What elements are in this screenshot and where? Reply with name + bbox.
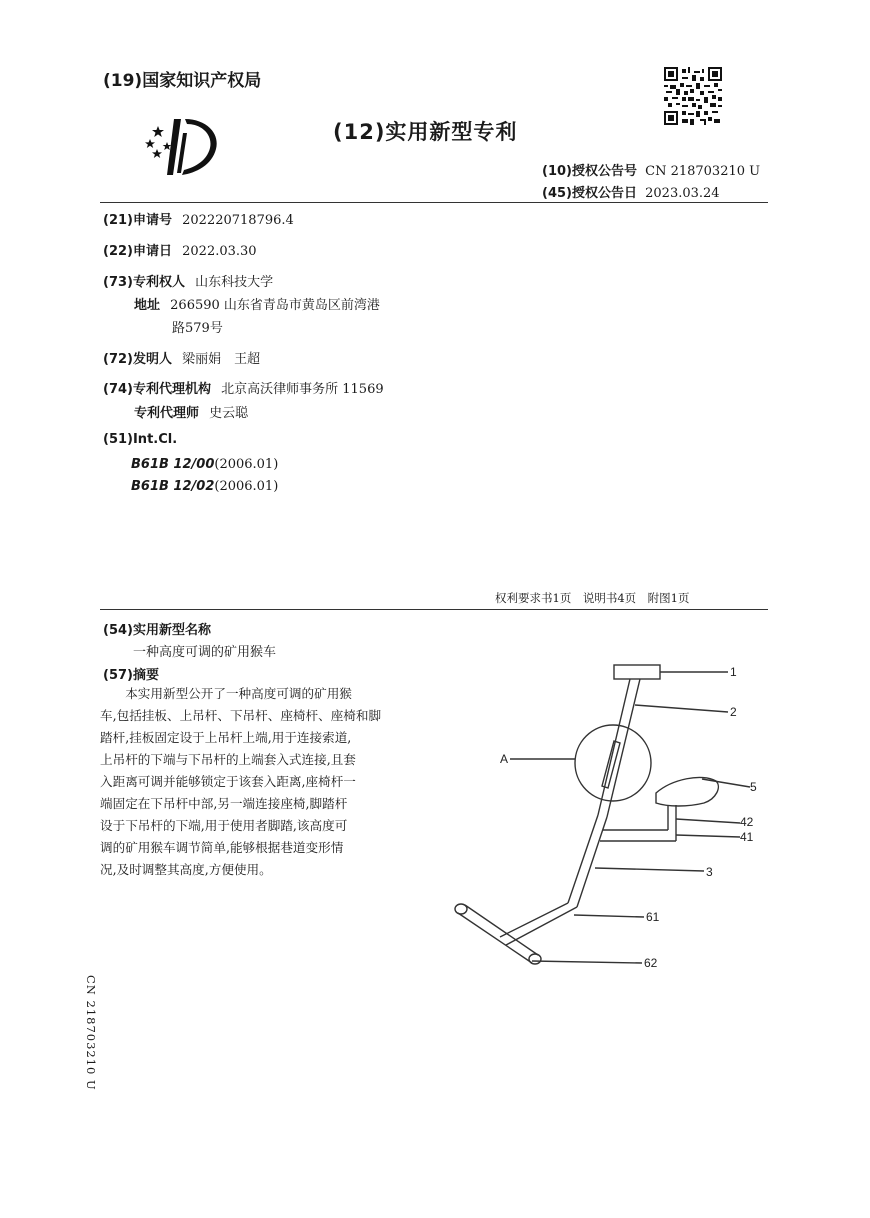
figure-label-41: 41 <box>740 830 754 844</box>
patent-figure <box>440 655 770 985</box>
agency-row <box>103 378 384 397</box>
agent-row <box>134 402 248 421</box>
grant-number-row <box>542 160 760 179</box>
document-type: (12)实用新型专利 <box>333 120 518 144</box>
office-name: (19)国家知识产权局 <box>103 71 262 91</box>
pages-info: 权利要求书1页 说明书4页 附图1页 <box>495 591 690 605</box>
figure-label-62: 62 <box>644 956 658 970</box>
address-label: 地址 <box>134 298 161 313</box>
application-date-row <box>103 240 257 259</box>
intcl-row <box>103 432 177 447</box>
inventor-label: (72)发明人 <box>103 352 172 367</box>
figure-label-a: A <box>500 752 509 766</box>
utility-model-title: 一种高度可调的矿用猴车 <box>133 645 277 660</box>
intcl-item <box>131 479 278 494</box>
application-number-row <box>103 209 294 228</box>
figure-label-3: 3 <box>706 865 713 879</box>
grant-date: 2023.03.24 <box>645 186 720 201</box>
agent: 史云聪 <box>209 406 249 421</box>
intcl-code: B61B 12/02 <box>131 479 215 494</box>
abstract-line: 本实用新型公开了一种高度可调的矿用猴 <box>125 686 352 701</box>
grant-number: CN 218703210 U <box>645 164 761 179</box>
grant-number-label: (10)授权公告号 <box>542 164 637 179</box>
seat <box>656 777 718 806</box>
patentee: 山东科技大学 <box>195 275 274 290</box>
intcl-item <box>131 457 278 472</box>
abstract-line: 踏杆,挂板固定设于上吊杆上端,用于连接索道, <box>100 730 352 745</box>
agent-label: 专利代理师 <box>134 406 200 421</box>
abstract-line: 车,包括挂板、上吊杆、下吊杆、座椅杆、座椅和脚 <box>100 708 382 723</box>
abstract-label: (57)摘要 <box>103 668 159 683</box>
grant-date-label: (45)授权公告日 <box>542 186 637 201</box>
abstract-line: 入距离可调并能够锁定于该套入距离,座椅杆一 <box>100 774 356 789</box>
grant-date-row <box>542 182 720 201</box>
address-line-2: 路579号 <box>172 321 223 336</box>
inventor-row <box>103 348 260 367</box>
abstract-line: 设于下吊杆的下端,用于使用者脚踏,该高度可 <box>100 818 348 833</box>
abstract-line: 况,及时调整其高度,方便使用。 <box>100 862 272 877</box>
abstract-line: 上吊杆的下端与下吊杆的上端套入式连接,且套 <box>100 752 356 767</box>
intcl-version: (2006.01) <box>214 479 279 494</box>
agency-label: (74)专利代理机构 <box>103 382 211 397</box>
intcl-version: (2006.01) <box>214 457 279 472</box>
hanger-plate <box>614 665 660 679</box>
abstract-line: 调的矿用猴车调节简单,能够根据巷道变形情 <box>100 840 344 855</box>
patentee-row <box>103 271 273 290</box>
figure-label-61: 61 <box>646 910 660 924</box>
section-divider <box>100 609 768 610</box>
application-date-label: (22)申请日 <box>103 244 172 259</box>
patentee-label: (73)专利权人 <box>103 275 185 290</box>
application-number-label: (21)申请号 <box>103 213 172 228</box>
intcl-label: (51)Int.Cl. <box>103 432 178 447</box>
figure-label-1: 1 <box>730 665 737 679</box>
qr-code-icon <box>664 67 722 125</box>
figure-label-5: 5 <box>750 780 757 794</box>
application-date: 2022.03.30 <box>182 244 257 259</box>
header-divider <box>100 202 768 203</box>
side-publication-number: CN 218703210 U <box>84 975 98 1091</box>
inventors: 梁丽娟 王超 <box>182 352 261 367</box>
title-label: (54)实用新型名称 <box>103 623 211 638</box>
abstract-line: 端固定在下吊杆中部,另一端连接座椅,脚踏杆 <box>100 796 348 811</box>
abstract-text <box>100 683 413 881</box>
application-number: 202220718796.4 <box>182 213 294 228</box>
address-row <box>134 294 380 313</box>
intcl-code: B61B 12/00 <box>131 457 215 472</box>
cnipa-logo-icon <box>140 113 224 179</box>
agency: 北京高沃律师事务所 11569 <box>221 382 384 397</box>
address-line-1: 266590 山东省青岛市黄岛区前湾港 <box>170 298 380 313</box>
figure-label-2: 2 <box>730 705 737 719</box>
figure-label-42: 42 <box>740 815 754 829</box>
